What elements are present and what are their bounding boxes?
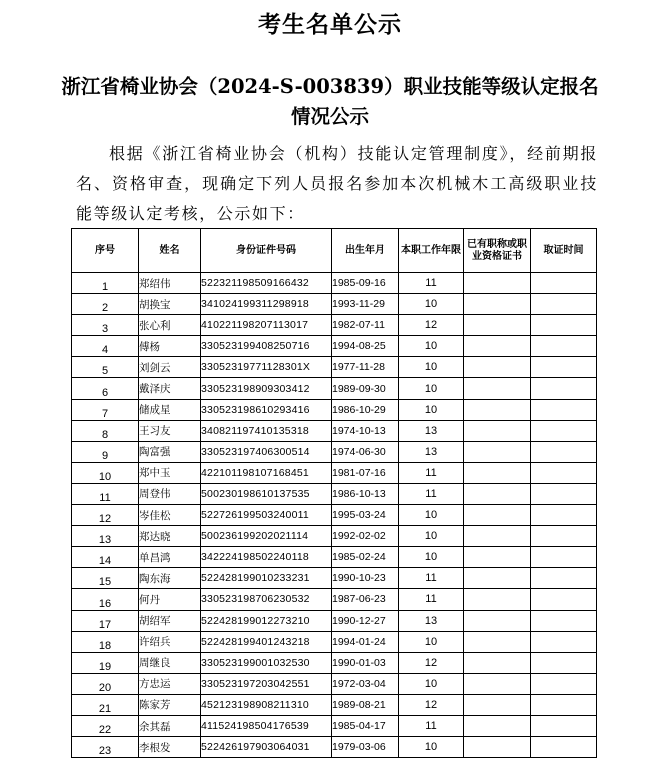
cell-work-years: 10 <box>399 547 464 568</box>
cell-birth-date: 1994-08-25 <box>332 336 399 357</box>
intro-paragraph: 根据《浙江省椅业协会（机构）技能认定管理制度》，经前期报名、资格审查，现确定下列人员报名参加本次机械木工高级职业技能等级认定考核，公示如下： <box>76 144 598 223</box>
cell-cert-date <box>531 568 597 589</box>
table-row <box>72 399 597 420</box>
document-heading: 浙江省椅业协会（2024-S-003839）职业技能等级认定报名情况公示 <box>61 75 599 128</box>
cell-cert-date <box>531 357 597 378</box>
cell-cert-date <box>531 483 597 504</box>
cell-work-years: 11 <box>399 483 464 504</box>
cell-id-number: 330523198909303412 <box>201 378 332 399</box>
table-row <box>72 547 597 568</box>
cell-name: 周继良 <box>139 652 201 673</box>
table-row <box>72 505 597 526</box>
cell-name: 周登伟 <box>139 483 201 504</box>
cell-id-number: 522426197903064031 <box>201 737 332 758</box>
cell-name: 许绍兵 <box>139 631 201 652</box>
cell-work-years: 10 <box>399 399 464 420</box>
table-header-row <box>72 229 597 273</box>
cell-id-number: 340821197410135318 <box>201 420 332 441</box>
cell-no: 1 <box>72 273 139 294</box>
table-row <box>72 589 597 610</box>
table-row <box>72 462 597 483</box>
cell-name: 郑中玉 <box>139 462 201 483</box>
cell-cert-date <box>531 694 597 715</box>
cell-work-years: 10 <box>399 336 464 357</box>
cell-birth-date: 1972-03-04 <box>332 673 399 694</box>
table-row <box>72 294 597 315</box>
cell-work-years: 11 <box>399 568 464 589</box>
cell-birth-date: 1979-03-06 <box>332 737 399 758</box>
candidate-table <box>71 228 597 758</box>
table-body <box>72 273 597 758</box>
cell-id-number: 500236199202021114 <box>201 526 332 547</box>
cell-birth-date: 1993-11-29 <box>332 294 399 315</box>
cell-id-number: 411524198504176539 <box>201 715 332 736</box>
cell-work-years: 10 <box>399 357 464 378</box>
cell-cert-date <box>531 462 597 483</box>
cell-name: 郑达晓 <box>139 526 201 547</box>
cell-no: 13 <box>72 526 139 547</box>
cell-name: 何丹 <box>139 589 201 610</box>
page-title: 考生名单公示 <box>258 11 402 38</box>
cell-no: 21 <box>72 694 139 715</box>
cell-id-number: 452123198908211310 <box>201 694 332 715</box>
cell-cert-date <box>531 526 597 547</box>
cell-work-years: 13 <box>399 420 464 441</box>
cell-work-years: 12 <box>399 694 464 715</box>
cell-no: 15 <box>72 568 139 589</box>
cell-id-number: 330523199001032530 <box>201 652 332 673</box>
cell-certificate <box>464 420 531 441</box>
cell-no: 5 <box>72 357 139 378</box>
cell-no: 23 <box>72 737 139 758</box>
cell-name: 郑绍伟 <box>139 273 201 294</box>
cell-no: 8 <box>72 420 139 441</box>
cell-certificate <box>464 483 531 504</box>
cell-no: 11 <box>72 483 139 504</box>
cell-certificate <box>464 273 531 294</box>
cell-name: 傅杨 <box>139 336 201 357</box>
cell-no: 19 <box>72 652 139 673</box>
cell-certificate <box>464 715 531 736</box>
cell-name: 王习友 <box>139 420 201 441</box>
cell-no: 14 <box>72 547 139 568</box>
cell-id-number: 341024199311298918 <box>201 294 332 315</box>
cell-cert-date <box>531 399 597 420</box>
cell-id-number: 330523197406300514 <box>201 441 332 462</box>
cell-name: 陶富强 <box>139 441 201 462</box>
cell-no: 17 <box>72 610 139 631</box>
cell-work-years: 10 <box>399 631 464 652</box>
cell-id-number: 342224198502240118 <box>201 547 332 568</box>
cell-certificate <box>464 462 531 483</box>
cell-cert-date <box>531 737 597 758</box>
header-name: 姓名 <box>139 229 201 273</box>
cell-id-number: 522428199012273210 <box>201 610 332 631</box>
cell-certificate <box>464 652 531 673</box>
cell-birth-date: 1990-10-23 <box>332 568 399 589</box>
cell-work-years: 10 <box>399 378 464 399</box>
cell-id-number: 330523198610293416 <box>201 399 332 420</box>
cell-no: 9 <box>72 441 139 462</box>
cell-work-years: 13 <box>399 441 464 462</box>
cell-work-years: 12 <box>399 652 464 673</box>
cell-certificate <box>464 315 531 336</box>
cell-birth-date: 1985-09-16 <box>332 273 399 294</box>
cell-birth-date: 1994-01-24 <box>332 631 399 652</box>
header-years: 本职工作年限 <box>399 229 464 273</box>
cell-cert-date <box>531 315 597 336</box>
cell-name: 胡绍军 <box>139 610 201 631</box>
cell-name: 陈家芳 <box>139 694 201 715</box>
header-date: 取证时间 <box>531 229 597 273</box>
cell-name: 岑佳松 <box>139 505 201 526</box>
cell-cert-date <box>531 420 597 441</box>
cell-birth-date: 1990-12-27 <box>332 610 399 631</box>
cell-id-number: 33052319771128301X <box>201 357 332 378</box>
cell-name: 刘剑云 <box>139 357 201 378</box>
cell-work-years: 10 <box>399 737 464 758</box>
table-row <box>72 315 597 336</box>
cell-certificate <box>464 568 531 589</box>
cell-work-years: 13 <box>399 610 464 631</box>
cell-no: 16 <box>72 589 139 610</box>
table-row <box>72 568 597 589</box>
cell-cert-date <box>531 441 597 462</box>
cell-no: 6 <box>72 378 139 399</box>
cell-birth-date: 1995-03-24 <box>332 505 399 526</box>
cell-birth-date: 1989-09-30 <box>332 378 399 399</box>
cell-id-number: 522321198509166432 <box>201 273 332 294</box>
cell-id-number: 330523197203042551 <box>201 673 332 694</box>
table-row <box>72 652 597 673</box>
cell-work-years: 11 <box>399 273 464 294</box>
cell-no: 18 <box>72 631 139 652</box>
cell-certificate <box>464 610 531 631</box>
cell-cert-date <box>531 273 597 294</box>
cell-certificate <box>464 694 531 715</box>
cell-cert-date <box>531 715 597 736</box>
cell-id-number: 522726199503240011 <box>201 505 332 526</box>
cell-birth-date: 1982-07-11 <box>332 315 399 336</box>
cell-work-years: 10 <box>399 673 464 694</box>
cell-id-number: 500230198610137535 <box>201 483 332 504</box>
cell-birth-date: 1986-10-13 <box>332 483 399 504</box>
table-row <box>72 737 597 758</box>
header-cert: 已有职称或职业资格证书 <box>464 229 531 273</box>
table-row <box>72 631 597 652</box>
cell-work-years: 11 <box>399 462 464 483</box>
table-row <box>72 441 597 462</box>
cell-cert-date <box>531 378 597 399</box>
cell-no: 4 <box>72 336 139 357</box>
cell-certificate <box>464 378 531 399</box>
cell-name: 张心利 <box>139 315 201 336</box>
cell-work-years: 12 <box>399 315 464 336</box>
cell-cert-date <box>531 631 597 652</box>
table-row <box>72 526 597 547</box>
cell-cert-date <box>531 589 597 610</box>
table-row <box>72 610 597 631</box>
cell-cert-date <box>531 505 597 526</box>
cell-certificate <box>464 399 531 420</box>
cell-certificate <box>464 441 531 462</box>
cell-no: 7 <box>72 399 139 420</box>
cell-certificate <box>464 737 531 758</box>
cell-id-number: 330523198706230532 <box>201 589 332 610</box>
table-row <box>72 420 597 441</box>
cell-work-years: 10 <box>399 505 464 526</box>
cell-certificate <box>464 631 531 652</box>
cell-work-years: 11 <box>399 715 464 736</box>
cell-certificate <box>464 336 531 357</box>
cell-name: 单昌鸿 <box>139 547 201 568</box>
header-birth: 出生年月 <box>332 229 399 273</box>
cell-no: 20 <box>72 673 139 694</box>
cell-certificate <box>464 357 531 378</box>
cell-cert-date <box>531 610 597 631</box>
cell-name: 戴泽庆 <box>139 378 201 399</box>
table-row <box>72 715 597 736</box>
table-row <box>72 483 597 504</box>
cell-birth-date: 1992-02-02 <box>332 526 399 547</box>
cell-no: 3 <box>72 315 139 336</box>
cell-birth-date: 1985-04-17 <box>332 715 399 736</box>
cell-certificate <box>464 547 531 568</box>
cell-certificate <box>464 505 531 526</box>
cell-cert-date <box>531 652 597 673</box>
cell-birth-date: 1987-06-23 <box>332 589 399 610</box>
header-no: 序号 <box>72 229 139 273</box>
cell-work-years: 10 <box>399 526 464 547</box>
cell-name: 方忠运 <box>139 673 201 694</box>
cell-no: 12 <box>72 505 139 526</box>
cell-id-number: 422101198107168451 <box>201 462 332 483</box>
cell-id-number: 522428199401243218 <box>201 631 332 652</box>
cell-id-number: 410221198207113017 <box>201 315 332 336</box>
cell-certificate <box>464 673 531 694</box>
cell-no: 2 <box>72 294 139 315</box>
cell-certificate <box>464 589 531 610</box>
cell-birth-date: 1974-06-30 <box>332 441 399 462</box>
cell-cert-date <box>531 547 597 568</box>
cell-cert-date <box>531 673 597 694</box>
cell-no: 22 <box>72 715 139 736</box>
cell-id-number: 522428199010233231 <box>201 568 332 589</box>
cell-certificate <box>464 294 531 315</box>
header-id: 身份证件号码 <box>201 229 332 273</box>
cell-cert-date <box>531 294 597 315</box>
cell-cert-date <box>531 336 597 357</box>
cell-name: 陶东海 <box>139 568 201 589</box>
table-row <box>72 378 597 399</box>
cell-name: 储成星 <box>139 399 201 420</box>
table-row <box>72 357 597 378</box>
cell-birth-date: 1989-08-21 <box>332 694 399 715</box>
cell-birth-date: 1974-10-13 <box>332 420 399 441</box>
cell-work-years: 11 <box>399 589 464 610</box>
cell-birth-date: 1986-10-29 <box>332 399 399 420</box>
cell-name: 李根发 <box>139 737 201 758</box>
cell-no: 10 <box>72 462 139 483</box>
cell-birth-date: 1981-07-16 <box>332 462 399 483</box>
table-row <box>72 673 597 694</box>
cell-birth-date: 1977-11-28 <box>332 357 399 378</box>
cell-birth-date: 1985-02-24 <box>332 547 399 568</box>
cell-name: 余其磊 <box>139 715 201 736</box>
cell-certificate <box>464 526 531 547</box>
cell-id-number: 330523199408250716 <box>201 336 332 357</box>
cell-name: 胡换宝 <box>139 294 201 315</box>
cell-birth-date: 1990-01-03 <box>332 652 399 673</box>
cell-work-years: 10 <box>399 294 464 315</box>
table-row <box>72 336 597 357</box>
table-row <box>72 273 597 294</box>
table-row <box>72 694 597 715</box>
